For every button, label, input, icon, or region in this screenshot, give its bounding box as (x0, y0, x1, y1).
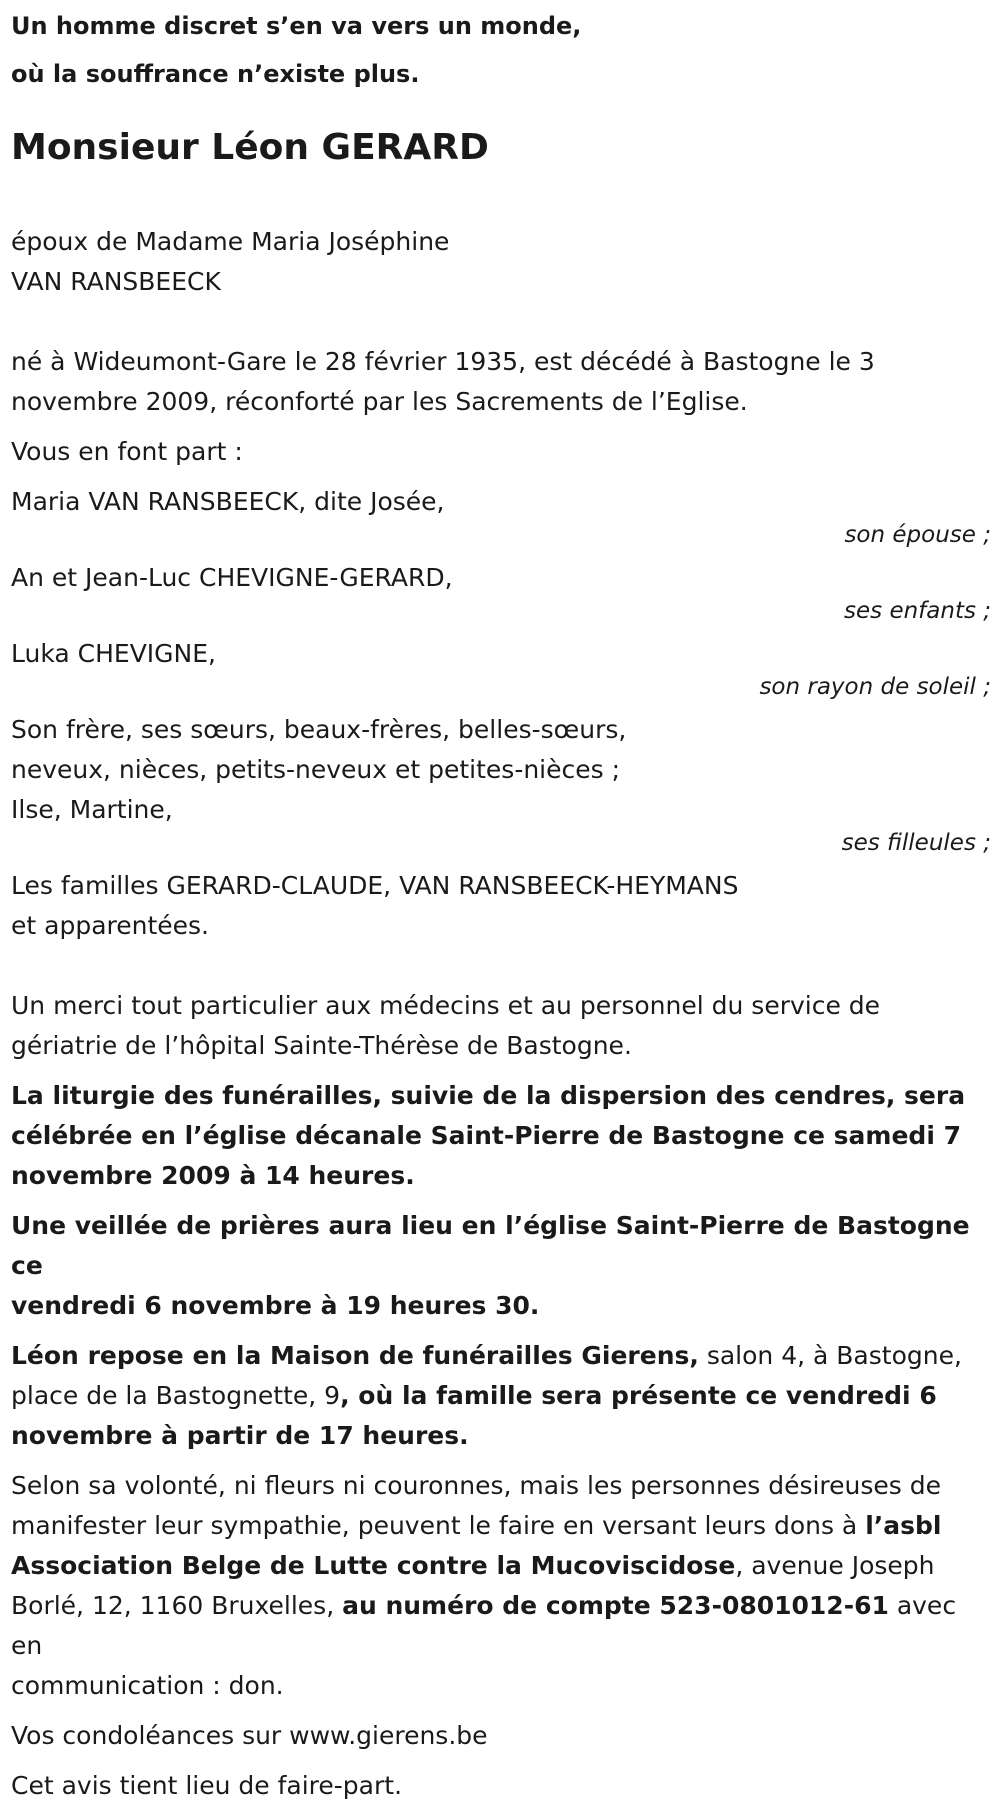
text-line: novembre 2009 à 14 heures. (11, 1161, 415, 1190)
rest-room: salon 4, à Bastogne, (698, 1341, 962, 1370)
charity-name: Association Belge de Lutte contre la Mucoviscidose (11, 1551, 736, 1580)
text-line: gériatrie de l’hôpital Sainte-Thérèse de Bastogne. (11, 1031, 632, 1060)
text-line (11, 1546, 991, 1586)
rest-paragraph (11, 1336, 991, 1456)
mourner-item (11, 558, 991, 624)
text-line: vendredi 6 novembre à 19 heures 30. (11, 1291, 540, 1320)
mourner-item (11, 634, 991, 700)
text-line: Les familles GERARD-CLAUDE, VAN RANSBEECK-HEYMANS (11, 871, 739, 900)
epigraph-line: Un homme discret s’en va vers un monde, (11, 12, 582, 40)
families-paragraph (11, 866, 991, 946)
wishes-text: manifester leur sympathie, peuvent le faire en versant leurs dons à (11, 1511, 866, 1540)
text-line: Un merci tout particulier aux médecins et au personnel du service de (11, 991, 881, 1020)
vigil-paragraph (11, 1206, 991, 1326)
text-line: VAN RANSBEECK (11, 267, 221, 296)
mourner-relation: ses enfants ; (844, 598, 991, 624)
text-line (11, 1336, 991, 1376)
text-line: Son frère, ses sœurs, beaux-frères, belles-sœurs, (11, 715, 627, 744)
text-line: novembre à partir de 17 heures. (11, 1421, 469, 1450)
text-line: novembre 2009, réconforté par les Sacrements de l’Eglise. (11, 387, 748, 416)
mourner-relation: ses filleules ; (841, 830, 991, 856)
wishes-text: avec en (11, 1591, 957, 1660)
text-line (11, 1506, 991, 1546)
mourner-name: Luka CHEVIGNE, (11, 639, 216, 668)
charity-prefix: l’asbl (865, 1511, 942, 1540)
spouse-paragraph (11, 222, 991, 302)
text-line: Selon sa volonté, ni fleurs ni couronnes, mais les personnes désireuses de (11, 1471, 942, 1500)
charity-address: Borlé, 12, 1160 Bruxelles, (11, 1591, 343, 1620)
epigraph (11, 0, 991, 98)
extended-family (11, 710, 991, 856)
rest-family-presence: , où la famille sera présente ce vendredi 6 (340, 1381, 937, 1410)
birth-death-paragraph (11, 342, 991, 422)
mourner-name: An et Jean-Luc CHEVIGNE-GERARD, (11, 563, 453, 592)
mourner-item (11, 482, 991, 548)
wishes-paragraph (11, 1466, 991, 1706)
closing-line: Cet avis tient lieu de faire-part. (11, 1771, 403, 1800)
text-line (11, 1586, 991, 1666)
text-line: et apparentées. (11, 911, 209, 940)
account-number: au numéro de compte 523-0801012-61 (342, 1591, 889, 1620)
mourner-relation: son rayon de soleil ; (759, 674, 991, 700)
announce-intro: Vous en font part : (11, 437, 243, 466)
deceased-name: Monsieur Léon GERARD (11, 127, 489, 168)
epigraph-line: où la souffrance n’existe plus. (11, 60, 420, 88)
text-line: célébrée en l’église décanale Saint-Pierre de Bastogne ce samedi 7 (11, 1121, 961, 1150)
funeral-paragraph (11, 1076, 991, 1196)
text-line: Une veillée de prières aura lieu en l’église Saint-Pierre de Bastogne ce (11, 1211, 970, 1280)
text-line: neveux, nièces, petits-neveux et petites-nièces ; (11, 755, 621, 784)
text-line (11, 1376, 991, 1416)
text-line: communication : don. (11, 1671, 284, 1700)
obituary-notice (11, 0, 991, 1806)
text-line: né à Wideumont-Gare le 28 février 1935, est décédé à Bastogne le 3 (11, 347, 875, 376)
text-line: La liturgie des funérailles, suivie de la dispersion des cendres, sera (11, 1081, 966, 1110)
text-line: époux de Madame Maria Joséphine (11, 227, 450, 256)
thanks-paragraph (11, 986, 991, 1066)
condolences-line: Vos condoléances sur www.gierens.be (11, 1721, 488, 1750)
charity-address: , avenue Joseph (735, 1551, 935, 1580)
rest-address: place de la Bastognette, 9 (11, 1381, 341, 1410)
rest-location-bold: Léon repose en la Maison de funérailles Gierens, (11, 1341, 699, 1370)
text-line: Ilse, Martine, (11, 795, 173, 824)
mourner-name: Maria VAN RANSBEECK, dite Josée, (11, 487, 445, 516)
mourner-relation: son épouse ; (844, 522, 991, 548)
